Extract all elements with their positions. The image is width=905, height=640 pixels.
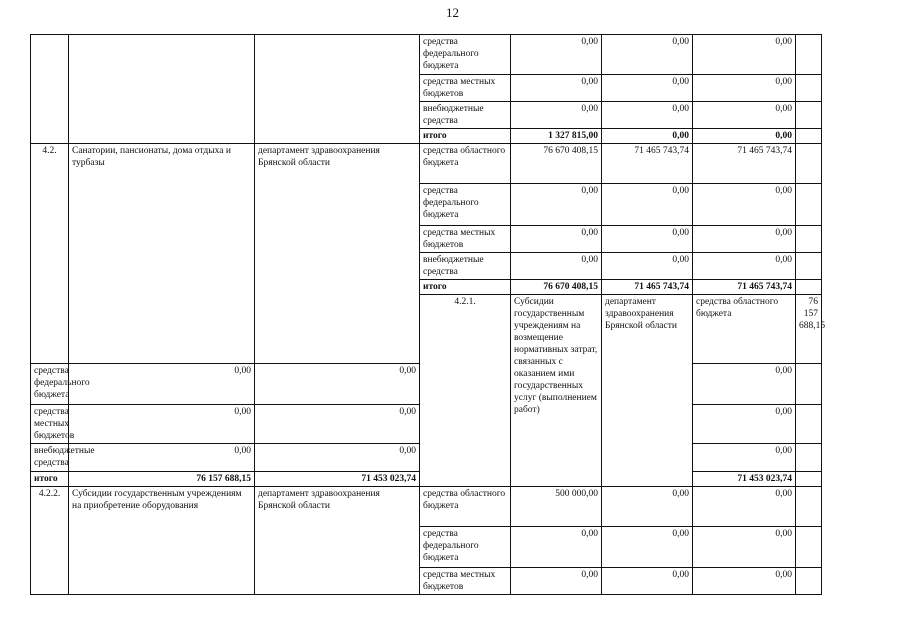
funding-source-cell: внебюджетные средства [420,253,511,280]
amount-year3-cell: 0,00 [693,75,796,102]
amount-year2-cell: 0,00 [602,527,693,568]
amount-year3-cell: 0,00 [693,184,796,226]
funding-source-cell: средства областного бюджета [420,144,511,184]
funding-source-cell: средства местных бюджетов [420,75,511,102]
amount-year2-cell: 0,00 [602,102,693,129]
empty-cell [796,487,822,527]
empty-cell [796,568,822,595]
funding-source-cell: средства федерального бюджета [420,35,511,75]
empty-cell [796,253,822,280]
amount-year3-cell: 0,00 [693,487,796,527]
amount-year1-cell: 0,00 [511,75,602,102]
row-name-cell: Санатории, пансионаты, дома отдыха и турбазы [69,144,255,364]
empty-cell [796,444,822,472]
amount-year2-cell: 0,00 [602,487,693,527]
table-row [31,487,822,527]
amount-year1-cell: 0,00 [69,405,255,444]
row-code-cell: 4.2. [31,144,69,364]
row-code-cell [31,35,69,144]
amount-year3-cell: 0,00 [693,568,796,595]
table-row [31,144,822,184]
amount-year3-cell: 0,00 [693,527,796,568]
funding-source-cell: средства местных бюджетов [31,405,69,444]
amount-year3-cell: 0,00 [693,129,796,144]
amount-year1-cell: 1 327 815,00 [511,129,602,144]
amount-year1-cell: 0,00 [511,184,602,226]
empty-cell [796,184,822,226]
row-name-cell: Субсидии государственным учреждениям на возмещение нормативных затрат, связанных с оказанием ими государственных услуг (выполнением работ) [511,295,602,487]
amount-year3-cell: 0,00 [693,35,796,75]
amount-year2-cell: 0,00 [255,444,420,472]
funding-source-cell: средства местных бюджетов [420,568,511,595]
amount-year2-cell: 0,00 [602,253,693,280]
amount-year3-cell: 0,00 [693,364,796,405]
amount-year2-cell: 71 453 023,74 [255,472,420,487]
amount-year1-cell: 0,00 [511,253,602,280]
funding-source-cell: внебюджетные средства [420,102,511,129]
amount-year1-cell: 76 670 408,15 [511,280,602,295]
empty-cell [796,472,822,487]
funding-source-cell: средства местных бюджетов [420,226,511,253]
row-code-cell: 4.2.2. [31,487,69,595]
amount-year1-cell: 0,00 [511,226,602,253]
empty-cell [796,364,822,405]
row-code-cell: 4.2.1. [420,295,511,487]
row-name-cell [69,35,255,144]
funding-source-cell: итого [420,280,511,295]
empty-cell [796,102,822,129]
amount-year2-cell: 71 465 743,74 [602,144,693,184]
amount-year3-cell: 0,00 [693,253,796,280]
funding-source-cell: средства федерального бюджета [420,184,511,226]
funding-source-cell: итого [420,129,511,144]
amount-year1-cell: 76 157 688,15 [69,472,255,487]
amount-year2-cell: 0,00 [602,226,693,253]
amount-year2-cell: 0,00 [602,35,693,75]
funding-source-cell: внебюджетные средства [31,444,69,472]
row-executor-cell: департамент здравоохранения Брянской области [255,144,420,364]
empty-cell [796,226,822,253]
amount-year2-cell: 0,00 [602,75,693,102]
row-executor-cell: департамент здравоохранения Брянской области [255,487,420,595]
amount-year3-cell: 0,00 [693,226,796,253]
row-name-cell: Субсидии государственным учреждениям на приобретение оборудования [69,487,255,595]
budget-table-body [31,35,826,595]
amount-year1-cell: 0,00 [511,568,602,595]
amount-year2-cell: 0,00 [602,184,693,226]
amount-year3-cell: 71 453 023,74 [693,472,796,487]
amount-year3-cell: 0,00 [693,102,796,129]
empty-cell [796,129,822,144]
empty-cell [796,144,822,184]
empty-cell [796,527,822,568]
amount-year3-cell: 71 465 743,74 [693,280,796,295]
amount-year2-cell: 0,00 [255,405,420,444]
budget-table [30,34,826,595]
empty-cell [796,35,822,75]
empty-cell [796,75,822,102]
amount-year1-cell: 0,00 [69,364,255,405]
amount-year3-cell: 0,00 [693,444,796,472]
funding-source-cell: средства федерального бюджета [31,364,69,405]
funding-source-cell: средства областного бюджета [420,487,511,527]
amount-year1-cell: 0,00 [511,35,602,75]
empty-cell [796,405,822,444]
amount-year2-cell: 0,00 [255,364,420,405]
amount-year2-cell: 0,00 [602,568,693,595]
amount-year1-cell: 0,00 [69,444,255,472]
amount-year1-cell: 76 670 408,15 [511,144,602,184]
amount-year3-cell: 71 465 743,74 [693,144,796,184]
amount-year1-cell: 0,00 [511,102,602,129]
table-row [31,35,822,75]
page-number: 12 [446,5,459,20]
amount-year2-cell: 0,00 [602,129,693,144]
row-executor-cell [255,35,420,144]
funding-source-cell: средства областного бюджета [693,295,796,364]
amount-year1-cell: 0,00 [511,527,602,568]
empty-cell [796,280,822,295]
amount-year2-cell: 71 465 743,74 [602,280,693,295]
amount-year1-cell: 76 157 688,15 [796,295,822,364]
row-executor-cell: департамент здравоохранения Брянской области [602,295,693,487]
funding-source-cell: итого [31,472,69,487]
amount-year3-cell: 0,00 [693,405,796,444]
funding-source-cell: средства федерального бюджета [420,527,511,568]
amount-year1-cell: 500 000,00 [511,487,602,527]
